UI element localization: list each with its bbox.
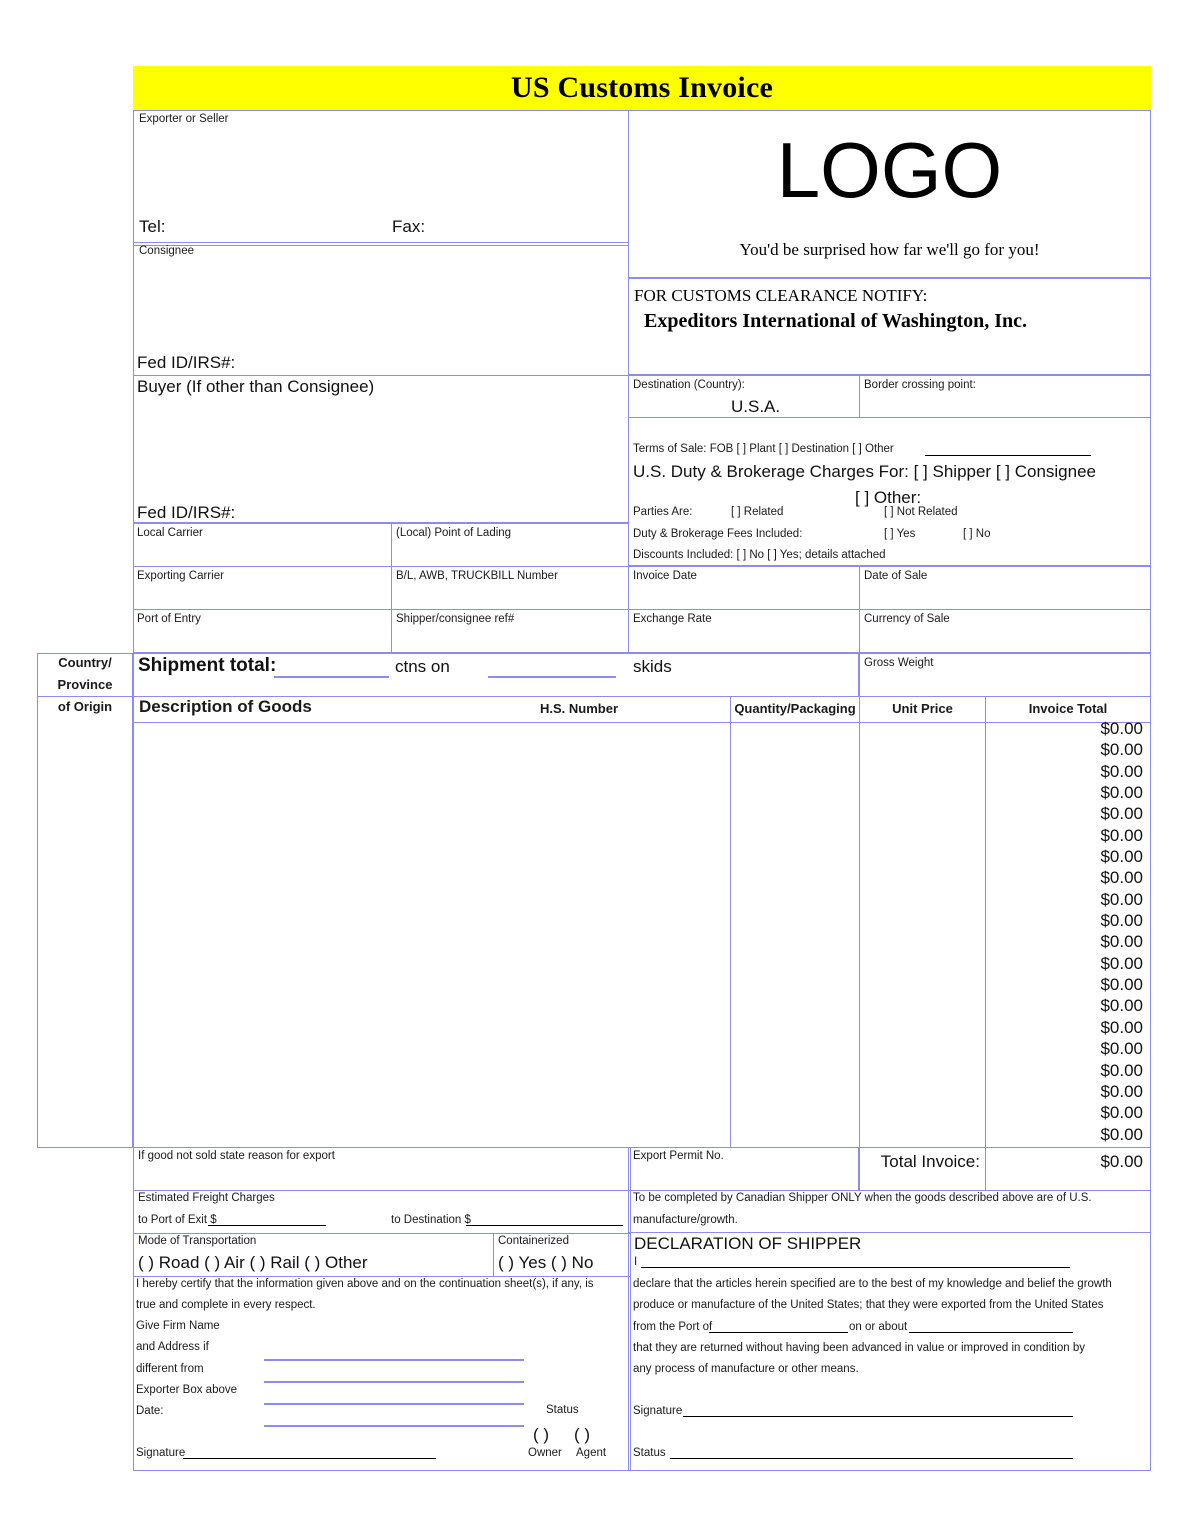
declaration-status-label: Status [633, 1447, 666, 1459]
export-permit-label: Export Permit No. [633, 1150, 724, 1162]
certification-line2: true and complete in every respect. [136, 1299, 316, 1311]
logo-tagline: You'd be surprised how far we'll go for you! [739, 240, 1040, 259]
shipment-skids-label: skids [633, 657, 672, 676]
logo-text: LOGO [776, 126, 1003, 214]
declaration-signature-line[interactable] [683, 1416, 1073, 1417]
table-row-invoice-total: $0.00 [1100, 1081, 1143, 1101]
certification-line1: I hereby certify that the information given above and on the continuation sheet(s), if any, is [136, 1278, 594, 1290]
table-row-invoice-total: $0.00 [1100, 889, 1143, 909]
mode-of-transport-heading: Mode of Transportation [138, 1235, 257, 1247]
owner-checkbox[interactable]: ( ) [533, 1425, 550, 1444]
duty-brokerage-other-label[interactable]: [ ] Other: [855, 488, 922, 507]
date-of-sale-label: Date of Sale [864, 570, 928, 582]
destination-value: U.S.A. [731, 397, 781, 416]
mode-of-transport-options[interactable]: ( ) Road ( ) Air ( ) Rail ( ) Other [138, 1253, 368, 1272]
port-of-exit-line[interactable] [208, 1225, 326, 1226]
terms-other-line[interactable] [925, 455, 1091, 456]
declaration-body-line5: any process of manufacture or other means. [633, 1363, 859, 1375]
declaration-name-line[interactable] [641, 1267, 1070, 1268]
table-row-invoice-total: $0.00 [1100, 1060, 1143, 1080]
declaration-body-line1: declare that the articles herein specified are to the best of my knowledge and belief the growth [633, 1278, 1112, 1290]
buyer-box[interactable] [133, 375, 629, 523]
declaration-body-line2: produce or manufacture of the United States; that they were exported from the United States [633, 1299, 1104, 1311]
buyer-heading: Buyer (If other than Consignee) [137, 377, 375, 396]
table-row-invoice-total: $0.00 [1100, 719, 1143, 738]
goods-quantity-column[interactable] [730, 722, 860, 1148]
to-destination-line[interactable] [466, 1225, 623, 1226]
currency-of-sale-label: Currency of Sale [864, 613, 950, 625]
containerized-heading: Containerized [498, 1235, 569, 1247]
country-province-line1: Country/ [58, 655, 112, 670]
border-crossing-label: Border crossing point: [864, 379, 976, 391]
shipment-ctns-label: ctns on [395, 657, 450, 676]
destination-label: Destination (Country): [633, 379, 745, 391]
point-of-lading-label: (Local) Point of Lading [396, 527, 512, 539]
total-invoice-value: $0.00 [1100, 1152, 1143, 1171]
declaration-port-line[interactable] [709, 1332, 848, 1333]
unit-price-header: Unit Price [892, 701, 953, 716]
goods-unit-price-column[interactable] [859, 722, 986, 1148]
description-of-goods-header: Description of Goods [139, 697, 312, 716]
firm-address-line-2[interactable] [264, 1381, 524, 1383]
exporter-fax-label: Fax: [392, 217, 426, 236]
parties-are-label: Parties Are: [633, 506, 693, 518]
containerized-options[interactable]: ( ) Yes ( ) No [498, 1253, 594, 1272]
table-row-invoice-total: $0.00 [1100, 847, 1143, 867]
goods-description-column[interactable] [133, 722, 731, 1148]
country-province-column[interactable] [37, 696, 133, 1148]
shipment-total-label: Shipment total: [138, 655, 277, 676]
country-province-line3: of Origin [57, 699, 113, 714]
firm-name-line4: Exporter Box above [136, 1384, 238, 1396]
port-of-entry-label: Port of Entry [137, 613, 201, 625]
exporter-tel-label: Tel: [139, 217, 166, 236]
exporter-box[interactable] [133, 110, 629, 246]
shipper-ref-label: Shipper/consignee ref# [396, 613, 515, 625]
gross-weight-label: Gross Weight [864, 657, 934, 669]
firm-name-line1: Give Firm Name [136, 1320, 220, 1332]
table-row-invoice-total: $0.00 [1100, 1124, 1143, 1144]
not-sold-reason-label: If good not sold state reason for export [138, 1150, 335, 1162]
firm-name-line2: and Address if [136, 1341, 209, 1353]
shipment-ctns-line[interactable] [274, 676, 389, 678]
freight-charges-heading: Estimated Freight Charges [138, 1192, 275, 1204]
quantity-packaging-header: Quantity/Packaging [734, 701, 856, 716]
buyer-fed-id-label: Fed ID/IRS#: [137, 503, 236, 522]
table-row-invoice-total: $0.00 [1100, 953, 1143, 973]
fees-included-label: Duty & Brokerage Fees Included: [633, 528, 803, 540]
declaration-status-line[interactable] [670, 1458, 1073, 1459]
hs-number-header: H.S. Number [540, 701, 619, 716]
table-row-invoice-total: $0.00 [1100, 804, 1143, 824]
table-row-invoice-total: $0.00 [1100, 825, 1143, 845]
firm-name-line3: different from [136, 1363, 204, 1375]
customs-notify-label: FOR CUSTOMS CLEARANCE NOTIFY: [634, 286, 928, 305]
table-row-invoice-total: $0.00 [1100, 932, 1143, 952]
total-invoice-label: Total Invoice: [880, 1152, 980, 1171]
table-row-invoice-total: $0.00 [1100, 740, 1143, 760]
parties-related-option[interactable]: [ ] Related [731, 506, 784, 518]
invoice-total-header: Invoice Total [1028, 701, 1108, 716]
agent-checkbox[interactable]: ( ) [574, 1425, 591, 1444]
declaration-on-or-about-label: on or about [849, 1321, 908, 1333]
country-province-line2: Province [57, 677, 113, 692]
certification-signature-line[interactable] [183, 1458, 436, 1459]
fees-yes-option[interactable]: [ ] Yes [884, 528, 916, 540]
fees-no-option[interactable]: [ ] No [963, 528, 991, 540]
table-row-invoice-total: $0.00 [1100, 783, 1143, 803]
discounts-included-option[interactable]: Discounts Included: [ ] No [ ] Yes; details attached [633, 549, 886, 561]
table-row-invoice-total: $0.00 [1100, 911, 1143, 931]
exporting-carrier-label: Exporting Carrier [137, 570, 224, 582]
firm-address-line-4[interactable] [264, 1425, 524, 1427]
to-destination-label: to Destination $ [391, 1214, 471, 1226]
declaration-date-line[interactable] [909, 1332, 1073, 1333]
exchange-rate-label: Exchange Rate [633, 613, 712, 625]
shipment-skids-line[interactable] [488, 676, 616, 678]
declaration-intro-line1: To be completed by Canadian Shipper ONLY when the goods described above are of U.S. [633, 1192, 1092, 1204]
certification-date-label: Date: [136, 1405, 164, 1417]
parties-not-related-option[interactable]: [ ] Not Related [884, 506, 958, 518]
declaration-heading: DECLARATION OF SHIPPER [634, 1234, 862, 1253]
title-banner [133, 66, 1151, 110]
declaration-body-line4: that they are returned without having been advanced in value or improved in condition by [633, 1342, 1085, 1354]
terms-of-sale-label[interactable]: Terms of Sale: FOB [ ] Plant [ ] Destination [ ] Other [633, 443, 894, 455]
declaration-port-label: from the Port of [633, 1321, 713, 1333]
declaration-intro-line2: manufacture/growth. [633, 1214, 738, 1226]
table-row-invoice-total: $0.00 [1100, 1017, 1143, 1037]
customs-notify-company: Expeditors International of Washington, Inc. [644, 310, 1028, 332]
invoice-total-values [986, 718, 1151, 1145]
table-row-invoice-total: $0.00 [1100, 868, 1143, 888]
declaration-signature-label: Signature [633, 1405, 683, 1417]
declaration-i-label: I [634, 1256, 638, 1268]
local-carrier-label: Local Carrier [137, 527, 203, 539]
exporter-heading: Exporter or Seller [139, 113, 229, 125]
table-row-invoice-total: $0.00 [1100, 1039, 1143, 1059]
consignee-heading: Consignee [139, 245, 194, 257]
certification-signature-label: Signature [136, 1447, 186, 1459]
page-title: US Customs Invoice [511, 71, 773, 104]
table-row-invoice-total: $0.00 [1100, 996, 1143, 1016]
table-row-invoice-total: $0.00 [1100, 1103, 1143, 1123]
bl-number-label: B/L, AWB, TRUCKBILL Number [396, 570, 558, 582]
table-row-invoice-total: $0.00 [1100, 761, 1143, 781]
consignee-fed-id-label: Fed ID/IRS#: [137, 353, 236, 372]
agent-label: Agent [576, 1447, 607, 1459]
port-of-exit-label: to Port of Exit $ [138, 1214, 217, 1226]
firm-address-line-3[interactable] [264, 1403, 524, 1405]
owner-label: Owner [528, 1447, 562, 1459]
firm-address-line-1[interactable] [264, 1359, 524, 1361]
duty-brokerage-label[interactable]: U.S. Duty & Brokerage Charges For: [ ] Shipper [ ] Consignee [633, 462, 1096, 481]
invoice-date-label: Invoice Date [633, 570, 697, 582]
certification-status-label: Status [546, 1404, 579, 1416]
table-row-invoice-total: $0.00 [1100, 975, 1143, 995]
